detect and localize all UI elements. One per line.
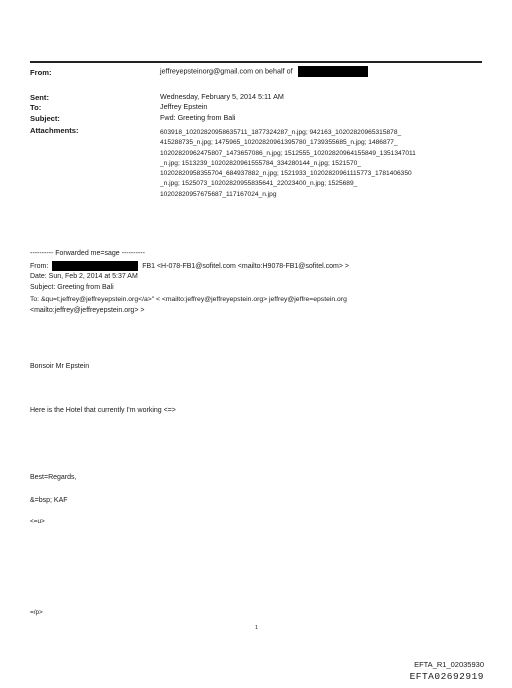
closing: Best=Regards, [30,474,77,481]
to-value: Jeffrey Epstein [160,102,208,111]
forwarded-to-line2: <mailto:jeffrey@jeffreyepstein.org> > [30,307,145,314]
attachment-line: 10202820958355704_684937882_n.jpg; 1521933_10202820961115773_1781406350 [160,170,412,178]
forwarded-subject: Subject: Greeting from Bali [30,284,114,291]
from-label: From: [30,68,52,77]
bates-number-small: EFTA_R1_02035930 [414,660,484,669]
to-label: To: [30,103,42,112]
attachments-list [160,128,490,200]
redaction-box [52,261,138,271]
forwarded-from-prefix: From: [30,262,49,270]
body-line: Here is the Hotel that currently I'm working <=> [30,407,176,414]
attachment-line: _n.jpg; 1525073_10202820955835641_22023400_n.jpg; 1525689_ [160,180,358,188]
redaction-box [298,66,368,77]
from-value [160,66,368,77]
attachments-label: Attachments: [30,126,79,135]
signature: &=bsp; KAF [30,497,68,504]
forwarded-date: Date: Sun, Feb 2, 2014 at 5:37 AM [30,273,138,280]
attachment-line: 415288735_n.jpg; 1475965_10202820961395780_1739355685_n.jpg; 1486877_ [160,139,398,147]
subject-label: Subject: [30,114,60,123]
from-email: jeffreyepsteinorg@gmail.com on behalf of [160,66,293,76]
attachment-line: 10202820957675687_117167024_n.jpg [160,190,277,198]
sent-label: Sent: [30,93,49,102]
header-divider [30,61,482,63]
forwarded-from [30,261,349,271]
forwarded-divider: ---------- Forwarded me=sage ---------- [30,250,145,257]
subject-value: Fwd: Greeting from Bali [160,113,236,122]
attachment-line: 10202820962475807_1473657086_n.jpg; 1512555_10202820964155849_1351347011 [160,149,416,157]
greeting: Bonsoir Mr Epstein [30,363,90,370]
forwarded-from-address: FB1 <H-078-FB1@sofitel.com <mailto:H9078-FB1@sofitel.com> > [142,262,349,270]
bates-number-large: EFTA02692919 [409,671,484,682]
sent-value: Wednesday, February 5, 2014 5:11 AM [160,92,284,101]
forwarded-to-line1: To: &qu=t;jeffrey@jeffreyepstein.org</a>" < <mailto:jeffrey@jeffreyepstein.org> jeffrey@jeffre=epstein.org [30,296,347,303]
tag-text: =/p> [30,609,43,616]
tag-text: <=u> [30,518,45,525]
page-number: 1 [255,625,259,631]
attachment-line: _n.jpg; 1513239_10202820961555784_334280144_n.jpg; 1521570_ [160,159,361,167]
attachment-line: 603918_10202820958635711_1877324287_n.jpg; 942163_10202820965315878_ [160,129,402,136]
